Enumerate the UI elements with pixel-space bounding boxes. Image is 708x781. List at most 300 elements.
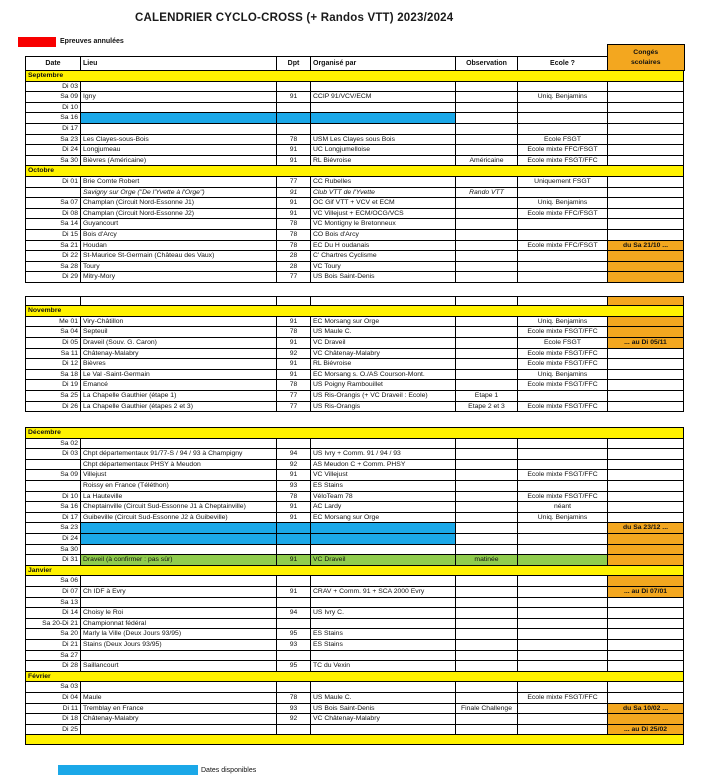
obs-cell: [456, 576, 518, 587]
column-header-row: [26, 57, 684, 71]
dpt-cell: 95: [277, 661, 311, 672]
conges-cell: [608, 348, 684, 359]
lieu-cell: Châtenay-Malabry: [81, 348, 277, 359]
date-cell: Di 14: [26, 608, 81, 619]
ecole-cell: Uniq. Benjamins: [518, 92, 608, 103]
event-row: [26, 102, 684, 113]
obs-cell: [456, 337, 518, 348]
dpt-cell: 91: [277, 316, 311, 327]
org-cell: ES Stains: [311, 639, 456, 650]
conges-cell: [608, 597, 684, 608]
obs-cell: [456, 113, 518, 124]
ecole-cell: [518, 544, 608, 555]
lieu-cell: Emancé: [81, 380, 277, 391]
obs-cell: [456, 251, 518, 262]
conges-cell: [608, 296, 684, 305]
org-cell: US Maule C.: [311, 692, 456, 703]
footer-yellow-band: [26, 735, 684, 744]
event-row: [26, 219, 684, 230]
org-cell: [311, 123, 456, 134]
org-cell: USM Les Clayes sous Bois: [311, 134, 456, 145]
ecole-cell: [518, 682, 608, 693]
dpt-cell: 94: [277, 449, 311, 460]
column-header-lieu: Lieu: [81, 57, 277, 71]
date-cell: Di 17: [26, 123, 81, 134]
ecole-cell: Uniquement FSGT: [518, 176, 608, 187]
org-cell: AC Lardy: [311, 502, 456, 513]
conges-cell: [608, 113, 684, 124]
date-cell: [26, 296, 81, 305]
lieu-cell: [81, 102, 277, 113]
dpt-cell: [277, 682, 311, 693]
obs-cell: Finale Challenge: [456, 703, 518, 714]
lieu-cell: Toury: [81, 261, 277, 272]
org-cell: CRAV + Comm. 91 + SCA 2000 Evry: [311, 587, 456, 598]
lieu-cell: [81, 544, 277, 555]
footer-row: [26, 735, 684, 744]
org-cell: [311, 438, 456, 449]
date-cell: Di 01: [26, 176, 81, 187]
org-cell: VC Villejust + ECM/OCG/VCS: [311, 208, 456, 219]
date-cell: Di 08: [26, 208, 81, 219]
obs-cell: [456, 134, 518, 145]
org-cell: Club VTT de l'Yvette: [311, 187, 456, 198]
ecole-cell: [518, 714, 608, 725]
available-color-swatch: [58, 765, 198, 775]
obs-cell: [456, 198, 518, 209]
ecole-cell: [518, 459, 608, 470]
date-cell: Di 21: [26, 639, 81, 650]
org-cell: RL Biévroise: [311, 155, 456, 166]
lieu-cell: [81, 534, 277, 545]
ecole-cell: [518, 555, 608, 566]
date-cell: Di 19: [26, 380, 81, 391]
conges-cell: [608, 123, 684, 134]
conges-cell: [608, 272, 684, 283]
event-row: [26, 337, 684, 348]
event-row: [26, 650, 684, 661]
lieu-cell: Choisy le Roi: [81, 608, 277, 619]
date-cell: Di 04: [26, 692, 81, 703]
conges-cell: [608, 208, 684, 219]
cancelled-legend-label: Epreuves annulées: [60, 38, 124, 45]
event-row: [26, 92, 684, 103]
org-cell: [311, 650, 456, 661]
ecole-cell: [518, 724, 608, 735]
event-row: [26, 81, 684, 92]
org-cell: TC du Vexin: [311, 661, 456, 672]
dpt-cell: [277, 597, 311, 608]
month-row: [26, 565, 684, 576]
obs-cell: Etape 1: [456, 390, 518, 401]
lieu-cell: Bois d'Arcy: [81, 229, 277, 240]
event-row: [26, 123, 684, 134]
ecole-cell: [518, 703, 608, 714]
column-header-org: Organisé par: [311, 57, 456, 71]
conges-cell: [608, 449, 684, 460]
dpt-cell: 93: [277, 639, 311, 650]
conges-cell: [608, 618, 684, 629]
lieu-cell: Septeuil: [81, 327, 277, 338]
ecole-cell: [518, 523, 608, 534]
lieu-cell: Bièvres (Américaine): [81, 155, 277, 166]
org-cell: US Ivry C.: [311, 608, 456, 619]
lieu-cell: Chpt départementaux 91/77-S / 94 / 93 à Champigny: [81, 449, 277, 460]
date-cell: Sa 23: [26, 523, 81, 534]
ecole-cell: [518, 296, 608, 305]
obs-cell: [456, 438, 518, 449]
obs-cell: [456, 296, 518, 305]
event-row: [26, 359, 684, 370]
lieu-cell: Champlan (Circuit Nord-Essonne J1): [81, 198, 277, 209]
dpt-cell: [277, 113, 311, 124]
event-row: [26, 639, 684, 650]
conges-cell: [608, 650, 684, 661]
conges-cell: [608, 534, 684, 545]
ecole-cell: Ecole mixte FSGT/FFC: [518, 470, 608, 481]
dpt-cell: 91: [277, 337, 311, 348]
org-cell: [311, 102, 456, 113]
dpt-cell: 28: [277, 261, 311, 272]
conges-cell: [608, 198, 684, 209]
dpt-cell: 91: [277, 502, 311, 513]
ecole-cell: Ecole mixte FSGT/FFC: [518, 401, 608, 412]
obs-cell: [456, 481, 518, 492]
conges-scolaires-header: Congés scolaires: [607, 44, 685, 71]
ecole-cell: [518, 390, 608, 401]
ecole-cell: [518, 272, 608, 283]
conges-cell: [608, 369, 684, 380]
org-cell: ES Stains: [311, 629, 456, 640]
conges-cell: [608, 187, 684, 198]
event-row: [26, 261, 684, 272]
conges-cell: [608, 459, 684, 470]
event-row: [26, 491, 684, 502]
dpt-cell: 78: [277, 219, 311, 230]
event-row: [26, 661, 684, 672]
obs-cell: [456, 208, 518, 219]
lieu-cell: Le Val -Saint-Germain: [81, 369, 277, 380]
dpt-cell: [277, 438, 311, 449]
conges-cell: [608, 327, 684, 338]
column-header-ecole: Ecole ?: [518, 57, 608, 71]
month-label: Octobre: [26, 166, 684, 177]
conges-cell: [608, 491, 684, 502]
obs-cell: [456, 459, 518, 470]
org-cell: EC Morsang sur Orge: [311, 512, 456, 523]
conges-cell: [608, 544, 684, 555]
ecole-cell: [518, 81, 608, 92]
conges-cell: [608, 155, 684, 166]
date-cell: Sa 30: [26, 544, 81, 555]
obs-cell: [456, 608, 518, 619]
org-cell: C' Chartres Cyclisme: [311, 251, 456, 262]
lieu-cell: Châtenay-Malabry: [81, 714, 277, 725]
conges-cell: [608, 661, 684, 672]
dpt-cell: [277, 544, 311, 555]
event-row: [26, 134, 684, 145]
date-cell: Di 07: [26, 587, 81, 598]
event-row: [26, 208, 684, 219]
date-cell: Sa 28: [26, 261, 81, 272]
org-cell: EC Morsang s. O./AS Courson-Mont.: [311, 369, 456, 380]
event-row: [26, 629, 684, 640]
dpt-cell: [277, 534, 311, 545]
obs-cell: Etape 2 et 3: [456, 401, 518, 412]
dpt-cell: 91: [277, 587, 311, 598]
org-cell: AS Meudon C + Comm. PHSY: [311, 459, 456, 470]
ecole-cell: Ecole mixte FFC/FSGT: [518, 240, 608, 251]
month-label: Décembre: [26, 428, 684, 439]
ecole-cell: Ecole mixte FFC/FSGT: [518, 145, 608, 156]
conges-cell: [608, 176, 684, 187]
conges-cell: [608, 359, 684, 370]
ecole-cell: Ecole mixte FSGT/FFC: [518, 692, 608, 703]
obs-cell: [456, 512, 518, 523]
obs-cell: [456, 240, 518, 251]
conges-cell: [608, 229, 684, 240]
org-cell: US Ivry + Comm. 91 / 94 / 93: [311, 449, 456, 460]
date-cell: Sa 14: [26, 219, 81, 230]
org-cell: [311, 544, 456, 555]
obs-cell: [456, 176, 518, 187]
org-cell: OC Gif VTT + VCV et ECM: [311, 198, 456, 209]
obs-cell: Américaine: [456, 155, 518, 166]
dpt-cell: 95: [277, 629, 311, 640]
dpt-cell: 91: [277, 555, 311, 566]
lieu-cell: Villejust: [81, 470, 277, 481]
date-cell: Sa 02: [26, 438, 81, 449]
obs-cell: [456, 661, 518, 672]
org-cell: VC Châtenay-Malabry: [311, 714, 456, 725]
event-row: [26, 251, 684, 262]
obs-cell: [456, 380, 518, 391]
org-cell: EC Du H oudanais: [311, 240, 456, 251]
event-row: [26, 390, 684, 401]
date-cell: Sa 16: [26, 113, 81, 124]
date-cell: Sa 11: [26, 348, 81, 359]
conges-cell: [608, 608, 684, 619]
dpt-cell: 94: [277, 608, 311, 619]
event-row: [26, 401, 684, 412]
dpt-cell: 78: [277, 491, 311, 502]
month-row: [26, 71, 684, 82]
date-cell: Di 24: [26, 145, 81, 156]
dpt-cell: 78: [277, 692, 311, 703]
lieu-cell: [81, 296, 277, 305]
cancelled-legend: [18, 36, 708, 47]
conges-cell: [608, 682, 684, 693]
org-cell: CO Bois d'Arcy: [311, 229, 456, 240]
dpt-cell: 77: [277, 401, 311, 412]
obs-cell: [456, 219, 518, 230]
dpt-cell: 91: [277, 369, 311, 380]
dpt-cell: [277, 618, 311, 629]
conges-cell: du Sa 23/12 ...: [608, 523, 684, 534]
dpt-cell: 93: [277, 481, 311, 492]
date-cell: Sa 06: [26, 576, 81, 587]
event-row: [26, 176, 684, 187]
lieu-cell: Champlan (Circuit Nord-Essonne J2): [81, 208, 277, 219]
date-cell: Sa 03: [26, 682, 81, 693]
ecole-cell: [518, 639, 608, 650]
month-row: [26, 428, 684, 439]
lieu-cell: Mitry-Mory: [81, 272, 277, 283]
lieu-cell: Viry-Châtillon: [81, 316, 277, 327]
lieu-cell: Igny: [81, 92, 277, 103]
obs-cell: [456, 81, 518, 92]
event-row: [26, 198, 684, 209]
ecole-cell: [518, 187, 608, 198]
org-cell: [311, 296, 456, 305]
ecole-cell: [518, 113, 608, 124]
dpt-cell: 93: [277, 703, 311, 714]
date-cell: Di 03: [26, 449, 81, 460]
date-cell: Di 10: [26, 491, 81, 502]
dpt-cell: 28: [277, 251, 311, 262]
conges-cell: [608, 438, 684, 449]
date-cell: Sa 07: [26, 198, 81, 209]
obs-cell: [456, 369, 518, 380]
event-row: [26, 459, 684, 470]
event-row: [26, 692, 684, 703]
obs-cell: [456, 316, 518, 327]
lieu-cell: La Chapelle Gauthier (étape 1): [81, 390, 277, 401]
obs-cell: matinée: [456, 555, 518, 566]
ecole-cell: Ecole mixte FSGT/FFC: [518, 155, 608, 166]
obs-cell: [456, 587, 518, 598]
org-cell: [311, 682, 456, 693]
ecole-cell: [518, 629, 608, 640]
event-row: [26, 187, 684, 198]
date-cell: Sa 16: [26, 502, 81, 513]
obs-cell: [456, 272, 518, 283]
lieu-cell: Draveil (à confirmer : pas sûr): [81, 555, 277, 566]
dpt-cell: 91: [277, 145, 311, 156]
ecole-cell: [518, 229, 608, 240]
ecole-cell: Ecole mixte FSGT/FFC: [518, 380, 608, 391]
lieu-cell: Roissy en France (Téléthon): [81, 481, 277, 492]
lieu-cell: Stains (Deux Jours 93/95): [81, 639, 277, 650]
dpt-cell: [277, 724, 311, 735]
org-cell: EC Morsang sur Orge: [311, 316, 456, 327]
conges-cell: [608, 714, 684, 725]
event-row: [26, 534, 684, 545]
org-cell: [311, 576, 456, 587]
dpt-cell: [277, 523, 311, 534]
conges-cell: [608, 102, 684, 113]
conges-cell: [608, 380, 684, 391]
lieu-cell: St-Maurice St-Germain (Château des Vaux): [81, 251, 277, 262]
org-cell: ES Stains: [311, 481, 456, 492]
date-cell: Di 10: [26, 102, 81, 113]
conges-cell: ... au Di 25/02: [608, 724, 684, 735]
lieu-cell: Tremblay en France: [81, 703, 277, 714]
org-cell: RL Biévroise: [311, 359, 456, 370]
lieu-cell: Maule: [81, 692, 277, 703]
event-row: [26, 481, 684, 492]
date-cell: [26, 459, 81, 470]
lieu-cell: Cheptainville (Circuit Sud-Essonne J1 à Cheptainville): [81, 502, 277, 513]
event-row: [26, 576, 684, 587]
obs-cell: [456, 92, 518, 103]
dpt-cell: 78: [277, 380, 311, 391]
date-cell: Sa 09: [26, 92, 81, 103]
obs-cell: [456, 639, 518, 650]
lieu-cell: [81, 576, 277, 587]
conges-cell: [608, 401, 684, 412]
conges-cell: [608, 134, 684, 145]
ecole-cell: [518, 587, 608, 598]
date-cell: Sa 25: [26, 390, 81, 401]
ecole-cell: Uniq. Benjamins: [518, 198, 608, 209]
lieu-cell: [81, 113, 277, 124]
dpt-cell: [277, 102, 311, 113]
lieu-cell: Guibeville (Circuit Sud-Essonne J2 à Guibeville): [81, 512, 277, 523]
event-row: [26, 682, 684, 693]
ecole-cell: Uniq. Benjamins: [518, 369, 608, 380]
event-row: [26, 296, 684, 305]
conges-cell: [608, 81, 684, 92]
lieu-cell: [81, 523, 277, 534]
obs-cell: [456, 261, 518, 272]
dpt-cell: 77: [277, 272, 311, 283]
event-row: [26, 544, 684, 555]
date-cell: Di 05: [26, 337, 81, 348]
ecole-cell: [518, 219, 608, 230]
lieu-cell: Marly la Ville (Deux Jours 93/95): [81, 629, 277, 640]
conges-cell: [608, 251, 684, 262]
ecole-cell: [518, 251, 608, 262]
lieu-cell: Longjumeau: [81, 145, 277, 156]
obs-cell: [456, 449, 518, 460]
ecole-cell: [518, 618, 608, 629]
conges-cell: [608, 390, 684, 401]
conges-cell: [608, 470, 684, 481]
org-cell: US Ris-Orangis (+ VC Draveil : Ecole): [311, 390, 456, 401]
ecole-cell: [518, 534, 608, 545]
lieu-cell: La Hauteville: [81, 491, 277, 502]
date-cell: Di 15: [26, 229, 81, 240]
calendar-tables: [0, 49, 708, 745]
ecole-cell: Ecole mixte FSGT/FFC: [518, 348, 608, 359]
ecole-cell: [518, 481, 608, 492]
date-cell: Di 17: [26, 512, 81, 523]
calendar-table-3: [25, 427, 684, 745]
ecole-cell: Ecole mixte FSGT/FFC: [518, 359, 608, 370]
month-row: [26, 166, 684, 177]
org-cell: US Ris-Orangis: [311, 401, 456, 412]
dpt-cell: 91: [277, 198, 311, 209]
org-cell: [311, 597, 456, 608]
lieu-cell: [81, 650, 277, 661]
date-cell: [26, 481, 81, 492]
ecole-cell: néant: [518, 502, 608, 513]
ecole-cell: Uniq. Benjamins: [518, 316, 608, 327]
event-row: [26, 438, 684, 449]
ecole-cell: Ecole FSGT: [518, 337, 608, 348]
dpt-cell: 92: [277, 459, 311, 470]
event-row: [26, 155, 684, 166]
conges-cell: du Sa 21/10 ...: [608, 240, 684, 251]
conges-cell: du Sa 10/02 ...: [608, 703, 684, 714]
obs-cell: [456, 629, 518, 640]
event-row: [26, 327, 684, 338]
ecole-cell: Ecole mixte FFC/FSGT: [518, 208, 608, 219]
dpt-cell: 91: [277, 92, 311, 103]
ecole-cell: [518, 123, 608, 134]
obs-cell: [456, 618, 518, 629]
